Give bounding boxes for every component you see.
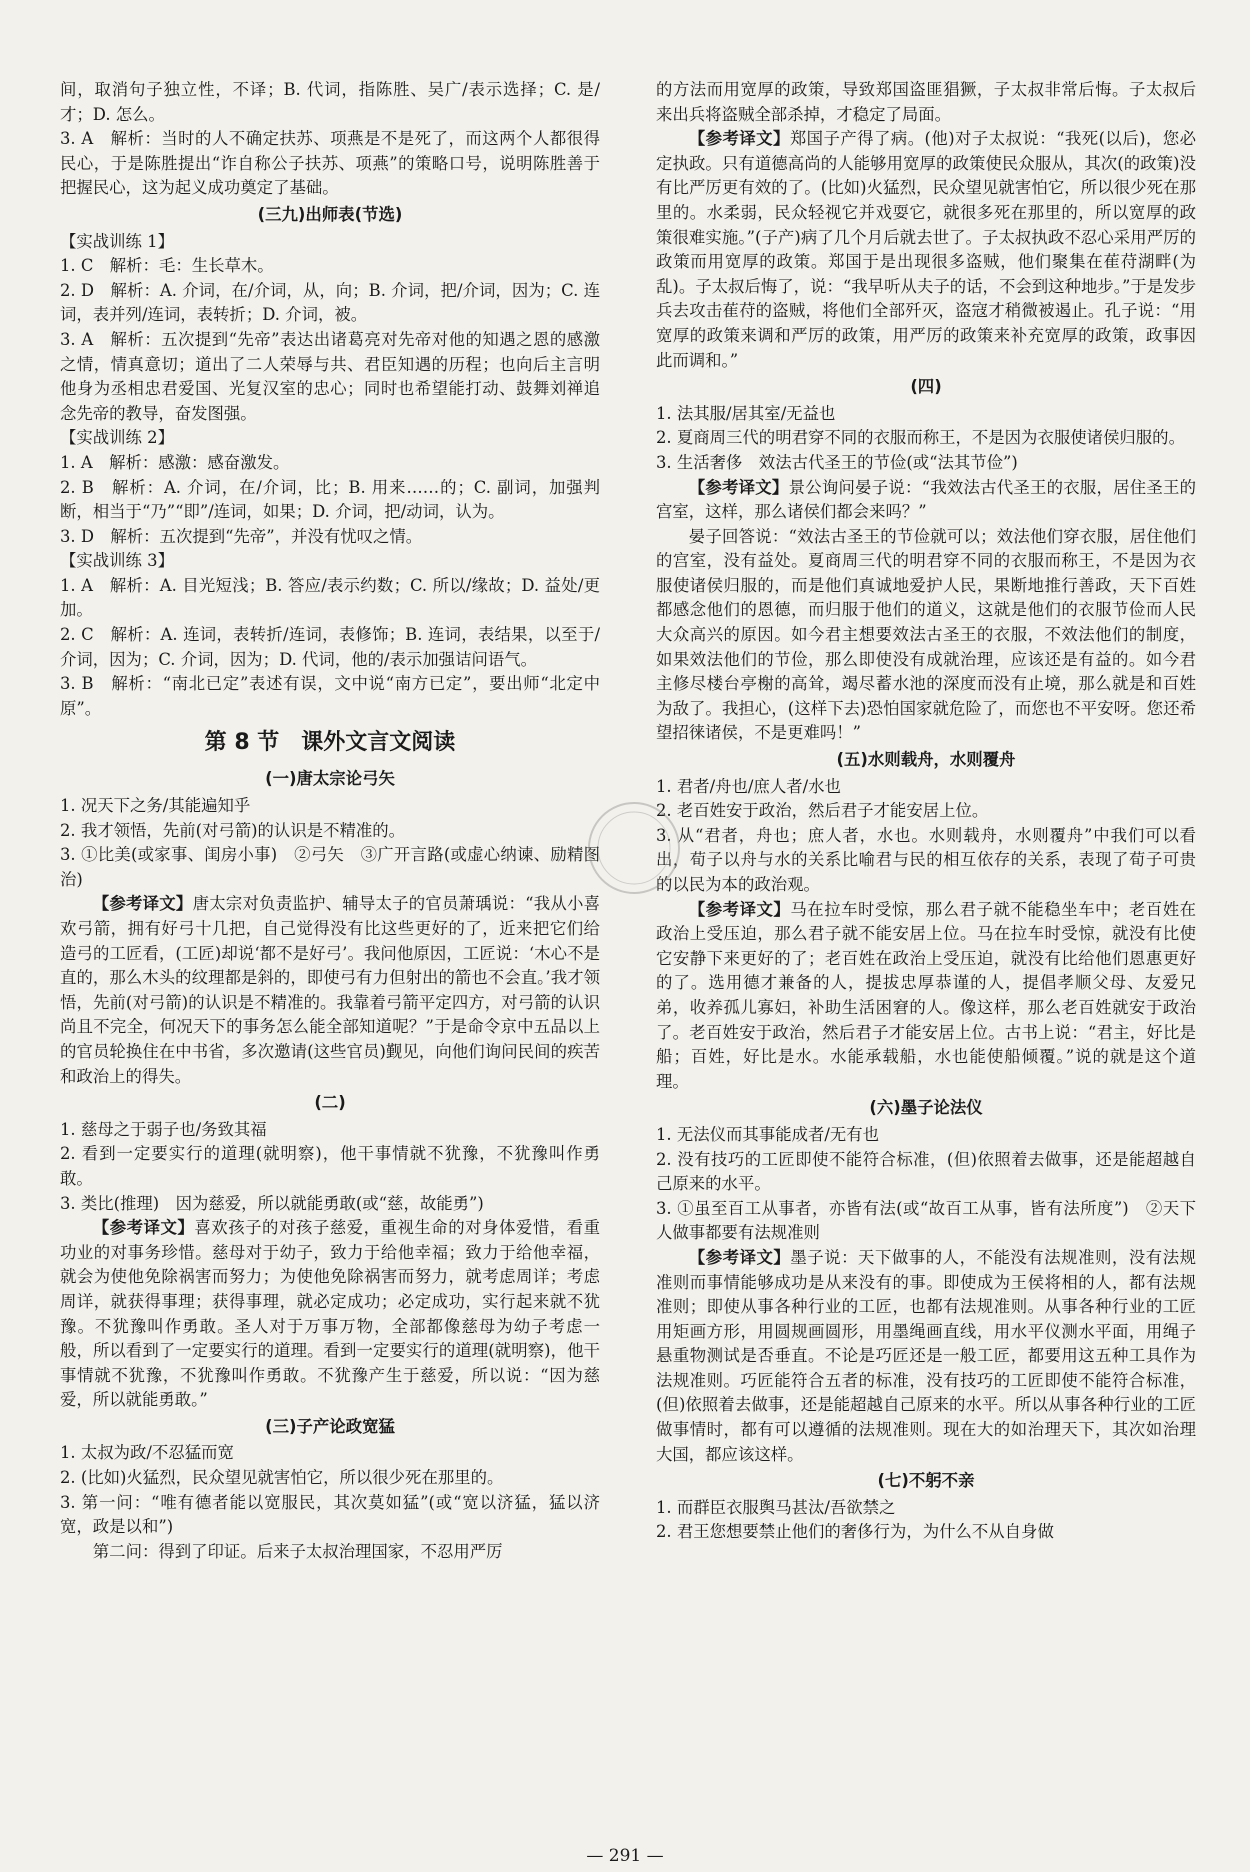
answer-line: 3. B 解析：“南北已定”表述有误，文中说“南方已定”，要出师“北定中原”。 <box>60 674 600 718</box>
translation-paragraph <box>60 892 600 1089</box>
chapter-title: 第 8 节 课外文言文阅读 <box>204 730 456 756</box>
answer-line: 1. 况天下之务/其能遍知乎 <box>60 796 251 816</box>
answer-line: 1. C 解析：毛：生长草木。 <box>60 256 274 276</box>
section-heading: (二) <box>314 1093 346 1113</box>
translation-paragraph <box>656 127 1196 373</box>
answer-line: 3. 生活奢侈 效法古代圣王的节俭(或“法其节俭”) <box>656 452 1018 472</box>
answer-line: 1. 无法仪而其事能成者/无有也 <box>656 1124 880 1144</box>
left-column <box>60 78 600 1564</box>
right-column <box>656 78 1196 1545</box>
answer-line: 2. B 解析：A. 介词，在/介词，比；B. 用来……的；C. 副词，加强判断，相当于“乃”“即”/连词，如果；D. 介词，把/动词，认为。 <box>60 477 600 522</box>
translation-text: 墨子说：天下做事的人，不能没有法规准则，没有法规准则而事情能够成功是从来没有的事。即使成为王侯将相的人，都有法规准则；即使从事各种行业的工匠，也都有法规准则。从事各种行业的工匠用矩画方形，用圆规画圆形，用墨绳画直线，用水平仪测水平面，用绳子悬重物测试是否垂直。不论是巧匠还是一般工匠，都要用这五种工具作为法规准则。巧匠能符合五者的标准，没有技巧的工匠即使不能符合标准，(但)依照着去做事，还是能超越自己原来的水平。所以从事各种行业的工匠做事情时，都有可以遵循的法规准则。现在大的如治理天下，其次如治理大国，都应该这样。 <box>656 1247 1197 1464</box>
answer-line: 3. D 解析：五次提到“先帝”，并没有忧叹之情。 <box>60 526 423 546</box>
answer-line: 1. 而群臣衣服舆马甚汰/吾欲禁之 <box>656 1497 896 1517</box>
answer-line: 3. 第一问：“唯有德者能以宽服民，其次莫如猛”(或“宽以济猛，猛以济宽，政是以和”) <box>60 1492 600 1537</box>
section-heading: (四) <box>910 377 942 397</box>
answer-line: 3. A 解析：五次提到“先帝”表达出诸葛亮对先帝对他的知遇之恩的感激之情，情真意切；道出了二人荣辱与共、君臣知遇的历程；也向后主言明他身为丞相忠君爱国、光复汉室的忠心；同时也希望能打动、鼓舞刘禅追念先帝的教导，奋发图强。 <box>60 329 600 423</box>
section-heading: (三九)出师表(节选) <box>257 204 403 224</box>
answer-line: 3. A 解析：当时的人不确定扶苏、项燕是不是死了，而这两个人都很得民心，于是陈胜提出“诈自称公子扶苏、项燕”的策略口号，说明陈胜善于把握民心，这为起义成功奠定了基础。 <box>60 129 600 198</box>
answer-line: 2. C 解析：A. 连词，表转折/连词，表修饰；B. 连词，表结果，以至于/介词，因为；C. 介词，因为；D. 代词，他的/表示加强诘问语气。 <box>60 625 600 669</box>
answer-line: 的方法而用宽厚的政策，导致郑国盗匪猖獗，子太叔非常后悔。子太叔后来出兵将盗贼全部杀掉，才稳定了局面。 <box>656 80 1196 124</box>
translation-text: 景公询问晏子说：“我效法古代圣王的衣服，居住圣王的宫室，这样，那么诸侯们都会来吗？” <box>656 477 1196 522</box>
answer-line: 2. (比如)火猛烈，民众望见就害怕它，所以很少死在那里的。 <box>60 1468 504 1488</box>
answer-line: 【实战训练 1】 <box>60 231 174 251</box>
section-heading: (三)子产论政宽猛 <box>265 1416 395 1436</box>
translation-paragraph <box>656 1246 1196 1467</box>
answer-line: 1. A 解析：感激：感奋激发。 <box>60 452 290 472</box>
translation-text: 喜欢孩子的对孩子慈爱，重视生命的对身体爱惜，看重功业的对事务珍惜。慈母对于幼子，致力于给他幸福；致力于给他幸福，就会为使他免除祸害而努力；为使他免除祸害而努力，就考虑周详；考虑周详，就获得事理；获得事理，就必定成功；必定成功，实行起来就不犹豫。不犹豫叫作勇敢。圣人对于万事万物，全部都像慈母为幼子考虑一般，所以看到了一定要实行的道理。看到一定要实行的道理(就明察)，他干事情就不犹豫，不犹豫叫作勇敢。不犹豫产生于慈爱，所以说：“因为慈爱，所以就能勇敢。” <box>60 1218 601 1410</box>
translation-tag: 【参考译文】 <box>92 1218 195 1238</box>
answer-line: 2. 夏商周三代的明君穿不同的衣服而称王，不是因为衣服使诸侯归服的。 <box>656 428 1185 448</box>
translation-tag: 【参考译文】 <box>688 477 789 497</box>
answer-line: 2. D 解析：A. 介词，在/介词，从，向；B. 介词，把/介词，因为；C. 连词，表并列/连词，表转折；D. 介词，被。 <box>60 280 600 325</box>
answer-line: 3. ①虽至百工从事者，亦皆有法(或“故百工从事，皆有法所度”) ②天下人做事都要有法规准则 <box>656 1198 1196 1243</box>
answer-line: 1. 法其服/居其室/无益也 <box>656 403 836 423</box>
answer-line: 间，取消句子独立性，不译；B. 代词，指陈胜、吴广/表示选择；C. 是/才；D. 怎么。 <box>60 80 600 124</box>
answer-line: 【实战训练 3】 <box>60 551 174 571</box>
translation-paragraph <box>60 1216 600 1413</box>
answer-line: 2. 没有技巧的工匠即使不能符合标准，(但)依照着去做事，还是能超越自己原来的水平。 <box>656 1149 1196 1194</box>
answer-line: 2. 君王您想要禁止他们的奢侈行为，为什么不从自身做 <box>656 1522 1054 1542</box>
translation-tag: 【参考译文】 <box>688 899 791 919</box>
translation-tag: 【参考译文】 <box>688 1247 791 1267</box>
answer-line: 2. 老百姓安于政治，然后君子才能安居上位。 <box>656 801 989 821</box>
translation-paragraph <box>656 476 1196 525</box>
paragraph: 第二问：得到了印证。后来子太叔治理国家，不忍用严厉 <box>92 1541 503 1561</box>
translation-tag: 【参考译文】 <box>688 129 790 149</box>
translation-paragraph <box>656 898 1196 1095</box>
section-heading: (七)不躬不亲 <box>877 1471 975 1491</box>
translation-text: 马在拉车时受惊，那么君子就不能稳坐车中；老百姓在政治上受压迫，那么君子就不能安居上位。马在拉车时受惊，就没有比使它安静下来更好的了；老百姓在政治上受压迫，就没有比给他们恩惠更好的了。选用德才兼备的人，提拔忠厚恭谨的人，提倡孝顺父母、友爱兄弟，收养孤儿寡妇，补助生活困窘的人。像这样，那么老百姓就安于政治了。老百姓安于政治，然后君子才能安居上位。古书上说：“君主，好比是船；百姓，好比是水。水能承载船，水也能使船倾覆。”说的就是这个道理。 <box>656 899 1197 1091</box>
answer-line: 3. 类比(推理) 因为慈爱，所以就能勇敢(或“慈，故能勇”) <box>60 1193 484 1213</box>
answer-line: 3. 从“君者，舟也；庶人者，水也。水则载舟，水则覆舟”中我们可以看出，荀子以舟与水的关系比喻君与民的相互依存的关系，表现了荀子可贵的以民为本的政治观。 <box>656 825 1196 894</box>
watermark-stamp-icon <box>584 798 684 898</box>
paragraph: 晏子回答说：“效法古圣王的节俭就可以；效法他们穿衣服，居住他们的宫室，没有益处。夏商周三代的明君穿不同的衣服而称王，不是因为衣服使诸侯归服的，而是他们真诚地爱护人民，果断地推行善政，天下百姓都感念他们的恩德，而归服于他们的道义，这就是他们的衣服节俭而人民大众高兴的原因。如今君主想要效法古圣王的衣服，不效法他们的制度，如果效法他们的节俭，那么即使没有成就治理，应该还是有益的。如今君主修尽楼台亭榭的高耸，竭尽蓄水池的深度而没有止境，那么就是和百姓为敌了。我担心，(这样下去)恐怕国家就危险了，而您也不平安呀。您还希望招徕诸侯，不是更难吗！” <box>656 526 1196 743</box>
answer-line: 【实战训练 2】 <box>60 428 174 448</box>
answer-line: 1. 太叔为政/不忍猛而宽 <box>60 1443 234 1463</box>
answer-line: 3. ①比美(或家事、闺房小事) ②弓矢 ③广开言路(或虚心纳谏、励精图治) <box>60 845 600 889</box>
page-number: — 291 — <box>586 1846 664 1866</box>
answer-line: 1. A 解析：A. 目光短浅；B. 答应/表示约数；C. 所以/缘故；D. 益处/更加。 <box>60 575 600 620</box>
answer-line: 1. 慈母之于弱子也/务致其福 <box>60 1119 267 1139</box>
answer-line: 1. 君者/舟也/庶人者/水也 <box>656 776 841 796</box>
answer-line: 2. 看到一定要实行的道理(就明察)，他干事情就不犹豫，不犹豫叫作勇敢。 <box>60 1144 600 1188</box>
section-heading: (六)墨子论法仪 <box>869 1098 983 1118</box>
section-heading: (一)唐太宗论弓矢 <box>265 769 395 789</box>
section-heading: (五)水则载舟，水则覆舟 <box>836 750 1016 770</box>
translation-text: 唐太宗对负责监护、辅导太子的官员萧瑀说：“我从小喜欢弓箭，拥有好弓十几把，自己觉得没有比这些更好的了，近来把它们给造弓的工匠看，(工匠)却说‘都不是好弓’。我问他原因，工匠说：‘木心不是直的，那么木头的纹理都是斜的，即使弓有力但射出的箭也不会直。’我才领悟，先前(对弓箭)的认识是不精准的。我靠着弓箭平定四方，对弓箭的认识尚且不完全，何况天下的事务怎么能全部知道呢？”于是命令京中五品以上的官员轮换住在中书省，多次邀请(这些官员)觐见，向他们询问民间的疾苦和政治上的得失。 <box>60 894 600 1086</box>
translation-tag: 【参考译文】 <box>92 894 193 914</box>
answer-line: 2. 我才领悟，先前(对弓箭)的认识是不精准的。 <box>60 820 406 840</box>
translation-text: 郑国子产得了病。(他)对子太叔说：“我死(以后)，您必定执政。只有道德高尚的人能够用宽厚的政策使民众服从，其次(的政策)没有比严厉更有效的了。(比如)火猛烈，民众望见就害怕它，所以很少死在那里的。水柔弱，民众轻视它并戏耍它，就很多死在那里的，所以宽厚的政策很难实施。”(子产)病了几个月后就去世了。子太叔执政不忍心采用严厉的政策而用宽厚的政策。郑国于是出现很多盗贼，他们聚集在萑苻湖畔(为乱)。子太叔后悔了，说：“我早听从夫子的话，不会到这种地步。”于是发步兵去攻击萑苻的盗贼，将他们全部歼灭，盗寇才稍微被遏止。孔子说：“用宽厚的政策来调和严厉的政策，用严厉的政策来补充宽厚的政策，政事因此而调和。” <box>656 129 1196 370</box>
